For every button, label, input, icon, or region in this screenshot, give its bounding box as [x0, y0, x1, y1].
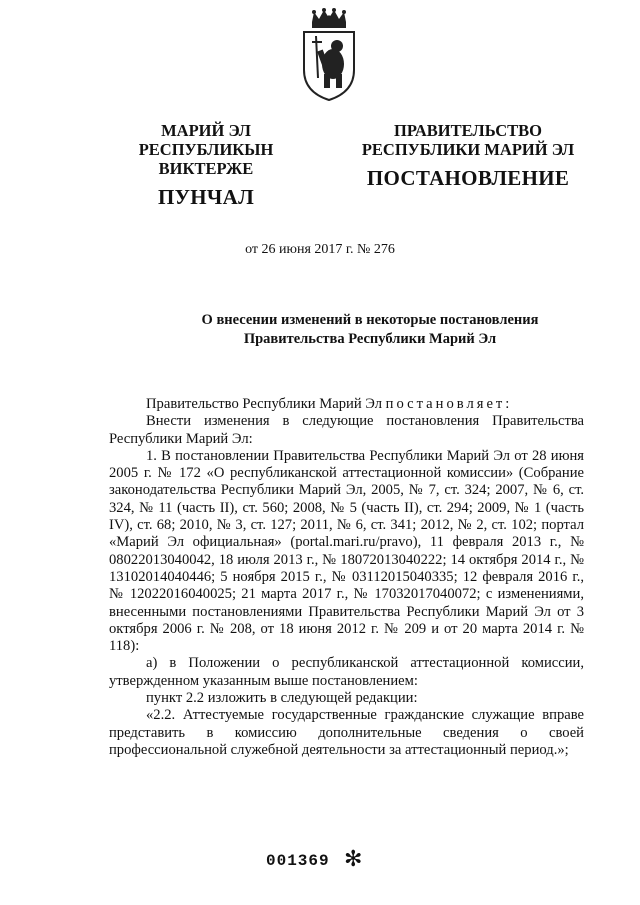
header-left-line2: ВИКТЕРЖЕ — [158, 159, 254, 178]
footer-serial-number: 001369 — [266, 852, 330, 870]
preamble-end: : — [505, 396, 510, 412]
paragraph-point: пункт 2.2 изложить в следующей редакции: — [146, 690, 418, 707]
document-title — [100, 311, 640, 349]
preamble-paragraph — [109, 396, 584, 413]
paragraph-intro: Внести изменения в следующие постановления Правительства Республики Марий Эл: — [109, 413, 584, 447]
header-right-block — [352, 121, 584, 188]
header-left-block — [96, 121, 316, 207]
header-left-line1: МАРИЙ ЭЛ РЕСПУБЛИКЫН — [138, 121, 274, 159]
paragraph-quote: «2.2. Аттестуемые государственные гражданские служащие вправе представить в комиссию дополнительные сведения о своей профессиональной служебной деятельности за аттестационный период.»; — [109, 707, 584, 758]
title-line-2: Правительства Республики Марий Эл — [243, 331, 497, 347]
title-line-1: О внесении изменений в некоторые постановления — [201, 312, 539, 328]
document-date: от 26 июня 2017 г. № 276 — [245, 242, 395, 257]
asterisk-icon: ✻ — [344, 846, 363, 871]
paragraph-item-1: 1. В постановлении Правительства Республики Марий Эл от 28 июня 2005 г. № 172 «О республиканской аттестационной комиссии» (Собрание законодательства Республики Марий Эл, 2005, № 7, ст. 324; 2007, № 6, ст. 324, № 11 (часть II), ст. 560; 2008, № 5 (часть II), ст. 294; 2009, № 1 (часть IV), ст. 68; 2010, № 3, ст. 127; 2011, № 6, ст. 341; 2012, № 2, ст. 102; портал «Марий Эл официальная» (portal.mari.ru/pravo), 11 февраля 2013 г., № 08022013040042, 18 июля 2013 г., № 18072013040222; 14 октября 2014 г., № 13102014040446; 5 ноября 2015 г., № 03112015040335; 12 февраля 2016 г., № 12022016040025; 21 марта 2017 г., № 17032017040072; с изменениями, внесенными постановлениями Правительства Республики Марий Эл от 3 октября 2006 г. № 208, от 18 июня 2012 г. № 209 и от 20 марта 2014 г. № 118): — [109, 447, 584, 655]
document-body — [109, 396, 584, 759]
header-left-title: ПУНЧАЛ — [157, 185, 255, 209]
coat-of-arms-emblem — [296, 8, 362, 104]
preamble-spaced-word: постановляет — [385, 396, 506, 412]
header-right-title: ПОСТАНОВЛЕНИЕ — [366, 166, 570, 190]
paragraph-subitem-a: а) в Положении о республиканской аттестационной комиссии, утвержденном указанным выше постановлением: — [109, 655, 584, 689]
preamble-start: Правительство Республики Марий Эл — [146, 396, 386, 412]
header-right-line1: ПРАВИТЕЛЬСТВО — [394, 121, 542, 140]
header-right-line2: РЕСПУБЛИКИ МАРИЙ ЭЛ — [361, 140, 575, 159]
